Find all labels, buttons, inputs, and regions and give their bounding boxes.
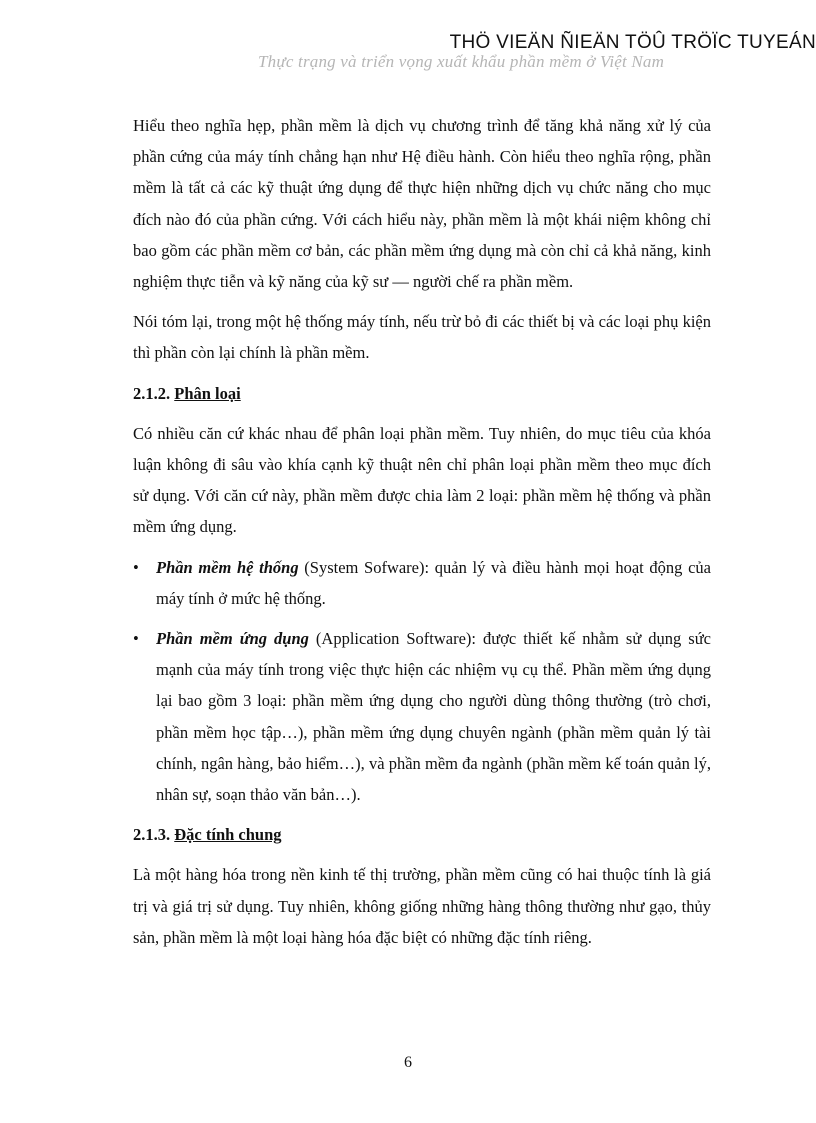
list-item-application-software xyxy=(133,623,711,810)
section-heading-classification xyxy=(133,378,711,409)
section-title: Đặc tính chung xyxy=(174,825,282,845)
bullet-text: (Application Software): được thiết kế nhằm sử dụng sức mạnh của máy tính trong việc thực hiện các nhiệm vụ cụ thể. Phần mềm ứng dụng lại bao gồm 3 loại: phần mềm ứng dụng cho người dùng thông thường (trò chơi, phần mềm học tập…), phần mềm ứng dụng chuyên ngành (phần mềm quản lý tài chính, ngân hàng, bảo hiểm…), và phần mềm đa ngành (phần mềm kế toán quản lý, nhân sự, soạn thảo văn bản…). xyxy=(156,629,711,805)
section-number: 2.1.2. xyxy=(133,383,171,403)
header-watermark: THÖ VIEÄN ÑIEÄN TÖÛ TRÖÏC TUYEÁN xyxy=(449,32,816,53)
header-subtitle: Thực trạng và triển vọng xuất khẩu phần mềm ở Việt Nam xyxy=(258,52,665,71)
page-body xyxy=(133,110,711,962)
section-title: Phân loại xyxy=(174,383,241,403)
bullet-term: Phần mềm ứng dụng xyxy=(156,629,309,649)
paragraph-characteristics: Là một hàng hóa trong nền kinh tế thị trường, phần mềm cũng có hai thuộc tính là giá trị và giá trị sử dụng. Tuy nhiên, không giống những hàng thông thường như gạo, thủy sản, phần mềm là một loại hàng hóa đặc biệt có những đặc tính riêng. xyxy=(133,865,711,947)
paragraph-definition: Hiểu theo nghĩa hẹp, phần mềm là dịch vụ chương trình để tăng khả năng xử lý của phần cứng của máy tính chẳng hạn như Hệ điều hành. Còn hiểu theo nghĩa rộng, phần mềm là tất cả các kỹ thuật ứng dụng để thực hiện những dịch vụ chức năng cho mục đích nào đó của phần cứng. Với cách hiểu này, phần mềm là một khái niệm không chỉ bao gồm các phần mềm cơ bản, các phần mềm ứng dụng mà còn chỉ cả khả năng, kinh nghiệm thực tiễn và kỹ năng của kỹ sư — người chế ra phần mềm. xyxy=(133,116,711,292)
bullet-icon: • xyxy=(133,557,139,577)
paragraph-classification: Có nhiều căn cứ khác nhau để phân loại phần mềm. Tuy nhiên, do mục tiêu của khóa luận không đi sâu vào khía cạnh kỹ thuật nên chỉ phân loại phần mềm theo mục đích sử dụng. Với căn cứ này, phần mềm được chia làm 2 loại: phần mềm hệ thống và phần mềm ứng dụng. xyxy=(133,423,711,537)
bullet-term: Phần mềm hệ thống xyxy=(156,557,299,577)
page-number: 6 xyxy=(404,1054,412,1071)
section-heading-characteristics xyxy=(133,819,711,850)
list-item-system-software xyxy=(133,552,711,614)
bullet-icon: • xyxy=(133,629,139,649)
section-number: 2.1.3. xyxy=(133,825,171,845)
bullet-list xyxy=(133,552,711,811)
bullet-text: (System Sofware): quản lý và điều hành mọi hoạt động của máy tính ở mức hệ thống. xyxy=(156,557,711,608)
paragraph-summary: Nói tóm lại, trong một hệ thống máy tính, nếu trừ bỏ đi các thiết bị và các loại phụ kiện thì phần còn lại chính là phần mềm. xyxy=(133,312,711,363)
